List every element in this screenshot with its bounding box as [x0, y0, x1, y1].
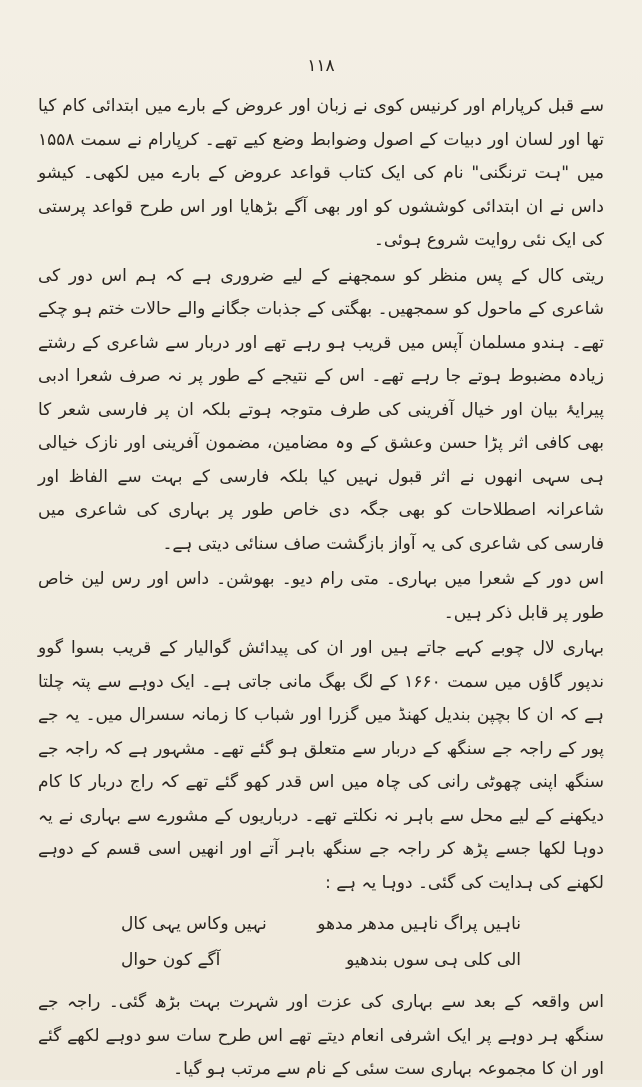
paragraph-3: اس دور کے شعرا میں بہاری۔ متی رام دیو۔ بھوشن۔ داس اور رس لین خاص طور پر قابل ذکر ہیں۔ [38, 569, 604, 623]
couplet-line-2 [121, 942, 521, 978]
body-text [38, 90, 604, 900]
paragraph-2: ریتی کال کے پس منظر کو سمجھنے کے لیے ضروری ہے کہ ہم اس دور کی شاعری کے ماحول کو سمجھیں۔ بھگتی کے جذبات جگانے والے حالات ختم ہو چکے تھے۔ ہندو مسلمان آپس میں قریب ہو رہے تھے اور دربار سے شاعری کے رشتے زیادہ مضبوط ہوتے جا رہے تھے۔ اس کے نتیجے کے طور پر نہ صرف شعرا ادبی پیرایۂ بیان اور خیال آفرینی کی طرف متوجہ ہوتے بلکہ ان پر فارسی شعر کا بھی کافی اثر پڑا حسن وعشق کے وہ مضامین، مضمون آفرینی اور نازک خیالی ہی سہی انھوں نے اثر قبول نہیں کیا بلکہ فارسی کے بہت سے الفاظ اور شاعرانہ اصطلاحات کو بھی جگہ دی خاص طور پر بہاری کی شاعری میں فارسی کی شاعری کی یہ آواز بازگشت صاف سنائی دیتی ہے۔ [38, 265, 604, 554]
doha-couplet [121, 906, 521, 978]
closing-text [38, 986, 604, 1087]
page-number: ۱۱۸ [307, 56, 335, 76]
paragraph-1: سے قبل کرپارام اور کرنیس کوی نے زبان اور عروض کے بارے میں ابتدائی کام کیا تھا اور لسان اور دبیات کے اصول وضوابط وضع کیے تھے۔ کرپارام نے سمت ۱۵۵۸ میں "ہت ترنگنی" نام کی ایک کتاب قواعد عروض کے بارے میں لکھی۔ کیشو داس نے ان ابتدائی کوششوں کو اور بھی آگے بڑھایا اور اس طرح قواعد پرستی کی ایک نئی روایت شروع ہوئی۔ [38, 96, 604, 250]
couplet-line-2-left: آگے کون حوال [121, 950, 221, 970]
paragraph-4: بہاری لال چوبے کہے جاتے ہیں اور ان کی پیدائش گوالیار کے قریب بسوا گوو ندپور گاؤں میں سمت ۱۶۶۰ کے لگ بھگ مانی جاتی ہے۔ ایک دوہے سے پتہ چلتا ہے کہ ان کا بچپن بندیل کھنڈ میں گزرا اور شباب کا زمانہ سسرال میں۔ یہ جے پور کے راجہ جے سنگھ کے دربار سے متعلق ہو گئے تھے۔ مشہور ہے کہ راجہ جے سنگھ اپنی چھوٹی رانی کی چاہ میں اس قدر کھو گئے تھے کہ راج دربار کا کام دیکھنے کے لیے محل سے باہر نہ نکلتے تھے۔ درباریوں کے مشورے سے بہاری نے یہ دوہا لکھا جسے پڑھ کر راجہ جے سنگھ باہر آتے اور انھیں اسی قسم کے دوہے لکھنے کی ہدایت کی گئی۔ دوہا یہ ہے : [38, 638, 604, 893]
paragraph-5: اس واقعہ کے بعد سے بہاری کی عزت اور شہرت بہت بڑھ گئی۔ راجہ جے سنگھ ہر دوہے پر ایک اشرفی انعام دیتے تھے اس طرح سات سو دوہے لکھے گئے اور ان کا مجموعہ بہاری ست سئی کے نام سے مرتب ہو گیا۔ [38, 992, 604, 1079]
couplet-line-2-right: الی کلی ہی سوں بندھیو [346, 950, 521, 970]
couplet-line-1-right: ناہیں پراگ ناہیں مدھر مدھو [317, 914, 521, 934]
couplet-line-1-left: نہیں وکاس یہی کال [121, 914, 267, 934]
couplet-line-1 [121, 906, 521, 942]
